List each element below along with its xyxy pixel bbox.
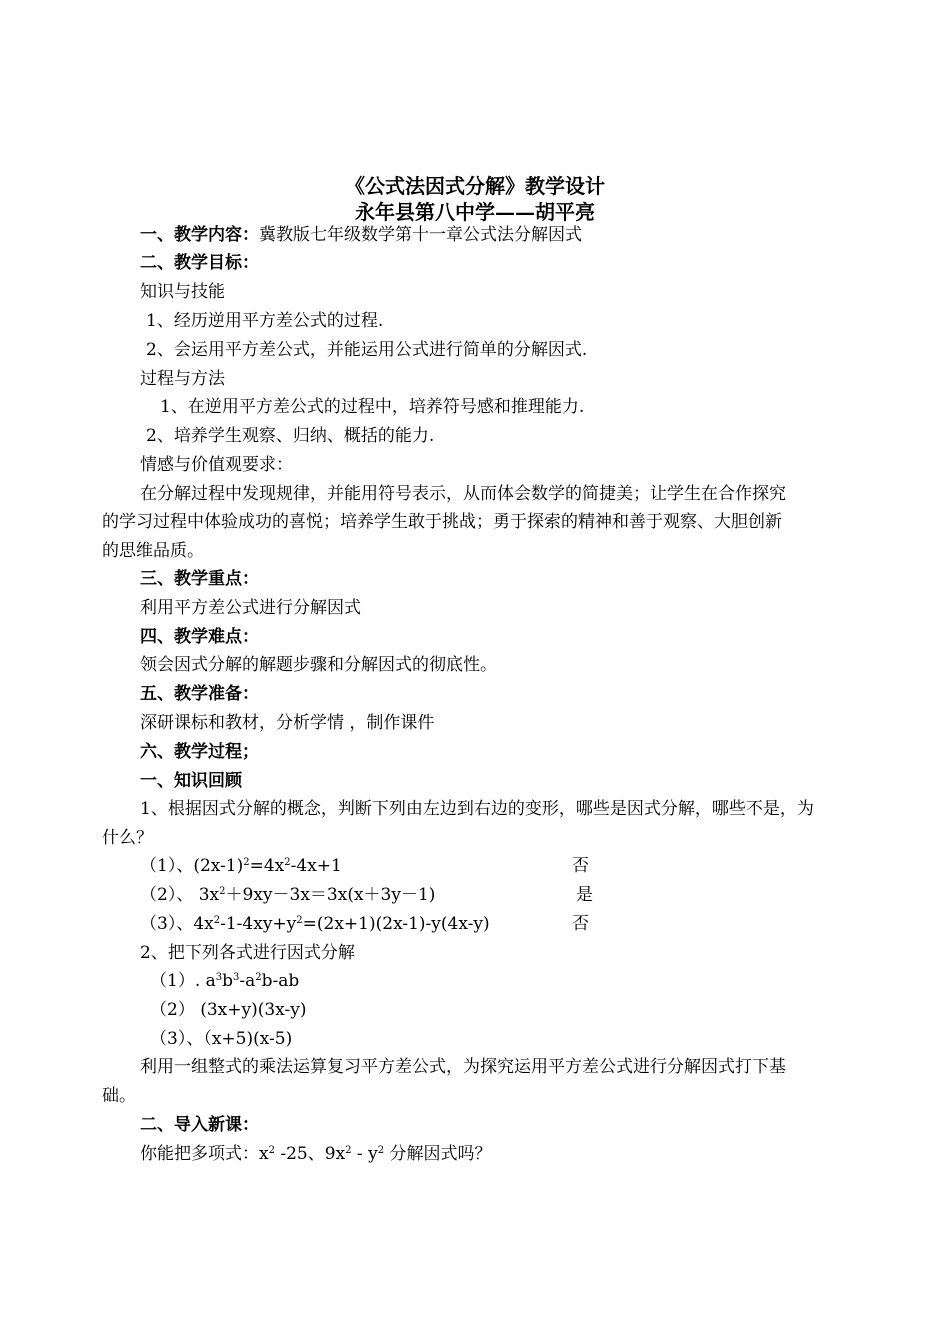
expr-part: ＋9xy－3x＝3x(x＋3y－1) — [225, 885, 436, 905]
expr-part: -1-4xy+y — [220, 914, 297, 934]
exponent: 3 — [233, 972, 240, 983]
exponent: 2 — [345, 1145, 352, 1156]
part-review-heading: 一、知识回顾 — [140, 771, 242, 791]
question-2-item: （3）、（x+5)(x-5) — [150, 1029, 293, 1049]
section-prep-text: 深研课标和教材，分析学情 ，制作课件 — [140, 713, 435, 733]
expr-part: （1）、(2x-1) — [140, 856, 244, 876]
subheading-emotion: 情感与价值观要求： — [140, 455, 293, 475]
answer-label: 否 — [572, 856, 589, 876]
process-item-2: 2、培养学生观察、归纳、概括的能力. — [146, 426, 435, 446]
expr-part: b — [222, 971, 234, 991]
exponent: 2 — [268, 1145, 275, 1156]
process-item-1: 1、在逆用平方差公式的过程中，培养符号感和推理能力. — [160, 397, 585, 417]
section-process-heading: 六、教学过程； — [140, 742, 259, 762]
expr-part: =4x — [249, 856, 285, 876]
intro-question — [140, 1144, 491, 1164]
expr-part: 分解因式吗？ — [384, 1144, 492, 1164]
expr-part: （1）. a — [150, 971, 216, 991]
section-content — [140, 225, 582, 245]
expr-part: - y — [351, 1144, 378, 1164]
emotion-paragraph-line: 的学习过程中体验成功的喜悦；培养学生敢于挑战；勇于探索的精神和善于观察、大胆创新 — [102, 512, 782, 532]
document-author: 永年县第八中学——胡平亮 — [355, 200, 595, 224]
question-2-heading: 2、把下列各式进行因式分解 — [140, 943, 355, 963]
answer-label: 是 — [576, 885, 593, 905]
part-intro-heading: 二、导入新课： — [140, 1115, 259, 1135]
section-label: 一、教学内容： — [140, 225, 259, 245]
expr-part: -25、9x — [274, 1144, 346, 1164]
knowledge-item-2: 2、会运用平方差公式，并能运用公式进行简单的分解因式. — [146, 340, 588, 360]
answer-label: 否 — [572, 914, 589, 934]
knowledge-item-1: 1、经历逆用平方差公式的过程. — [146, 311, 384, 331]
question-1-line: 1、根据因式分解的概念，判断下列由左边到右边的变形，哪些是因式分解，哪些不是，为 — [140, 799, 814, 819]
question-2-item — [150, 971, 299, 991]
section-goals-heading: 二、教学目标： — [140, 253, 259, 273]
expr-part: （2）、 3x — [140, 885, 220, 905]
section-prep-heading: 五、教学准备： — [140, 684, 259, 704]
question-1-item — [140, 856, 342, 876]
expr-part: -4x+1 — [290, 856, 342, 876]
emotion-paragraph-line: 在分解过程中发现规律，并能用符号表示，从而体会数学的简捷美；让学生在合作探究 — [140, 484, 786, 504]
subheading-process: 过程与方法 — [140, 369, 225, 389]
expr-part: =(2x+1)(2x-1)-y(4x-y) — [302, 914, 490, 934]
expr-part: -a — [239, 971, 256, 991]
exponent: 2 — [284, 857, 291, 868]
exponent: 2 — [255, 972, 262, 983]
exponent: 3 — [215, 972, 223, 983]
section-focus-heading: 三、教学重点： — [140, 569, 259, 589]
question-2-item: （2） (3x+y)(3x-y) — [150, 1000, 307, 1020]
expression — [140, 885, 435, 905]
section-focus-text: 利用平方差公式进行分解因式 — [140, 598, 361, 618]
subheading-knowledge: 知识与技能 — [140, 282, 225, 302]
section-difficulty-heading: 四、教学难点： — [140, 627, 259, 647]
question-1-item — [140, 885, 435, 905]
section-text: 冀教版七年级数学第十一章公式法分解因式 — [259, 225, 582, 245]
exponent: 2 — [219, 886, 226, 897]
review-note-line: 础。 — [102, 1086, 136, 1106]
question-1-line: 什么？ — [102, 828, 153, 848]
exponent: 2 — [296, 915, 303, 926]
document-title: 《公式法因式分解》教学设计 — [345, 174, 605, 198]
exponent: 2 — [213, 915, 221, 926]
exponent: 2 — [243, 857, 250, 868]
review-note-line: 利用一组整式的乘法运算复习平方差公式，为探究运用平方差公式进行分解因式打下基 — [140, 1057, 786, 1077]
question-1-item — [140, 914, 490, 934]
expr-part: （3）、4x — [140, 914, 214, 934]
expression — [140, 914, 490, 934]
expression — [140, 856, 342, 876]
emotion-paragraph-line: 的思维品质。 — [102, 541, 204, 561]
exponent: 2 — [377, 1145, 385, 1156]
section-difficulty-text: 领会因式分解的解题步骤和分解因式的彻底性。 — [140, 655, 497, 675]
expr-part: b-ab — [261, 971, 300, 991]
expr-part: 你能把多项式：x — [140, 1144, 269, 1164]
